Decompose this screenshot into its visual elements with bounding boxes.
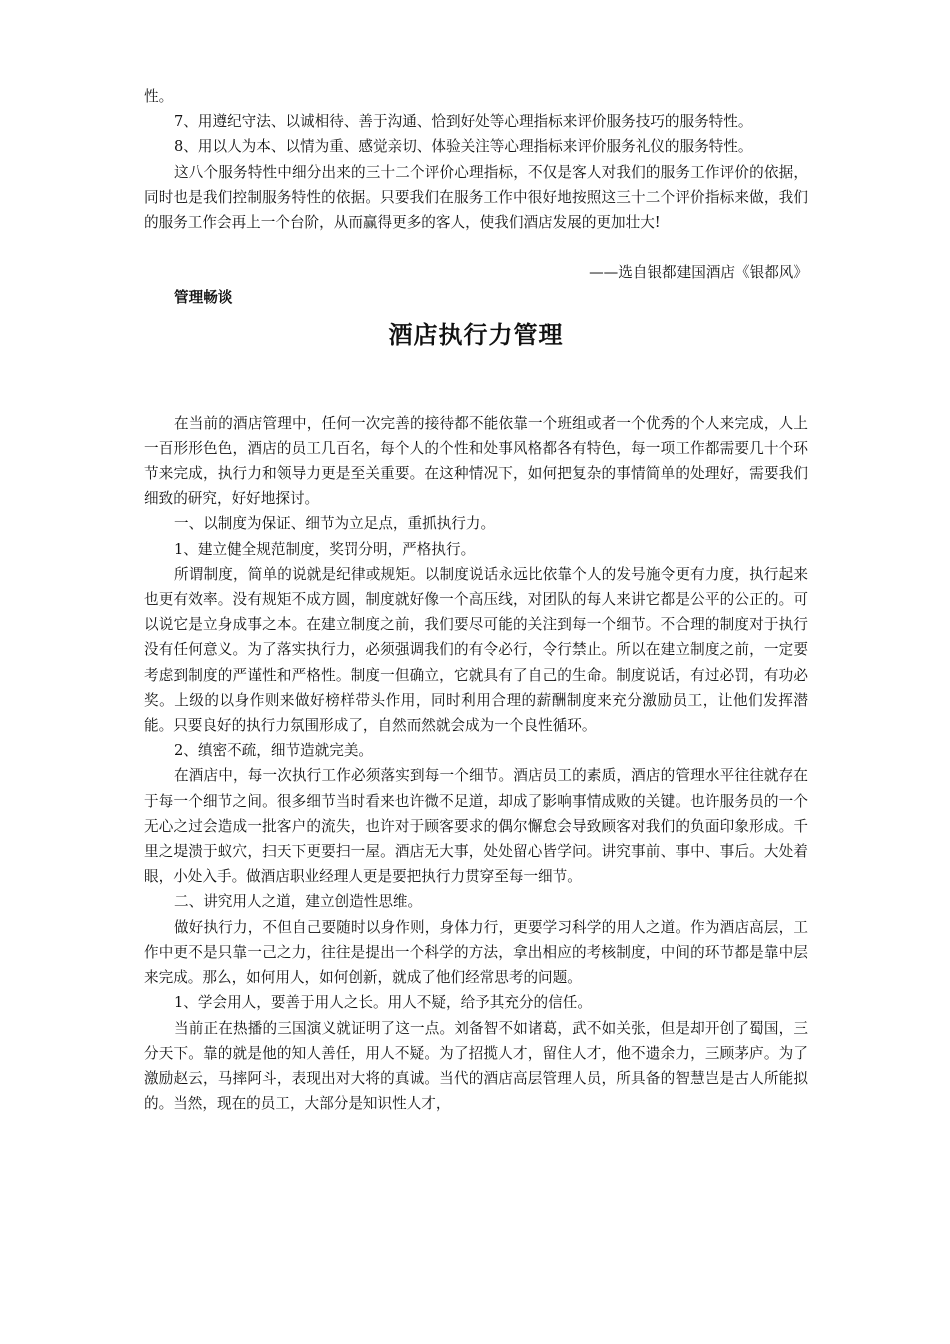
document-page: [144, 84, 808, 1116]
spacer: [144, 355, 808, 411]
article-paragraph: 当前正在热播的三国演义就证明了这一点。刘备智不如诸葛，武不如关张，但是却开创了蜀国，三分天下。靠的就是他的知人善任，用人不疑。为了招揽人才，留住人才，他不遗余力，三顾茅庐。为了激励赵云，马摔阿斗，表现出对大将的真诚。当代的酒店高层管理人员，所具备的智慧岂是古人所能拟的。当然，现在的员工，大部分是知识性人才，: [144, 1019, 808, 1113]
article-paragraph: 做好执行力，不但自己要随时以身作则，身体力行，更要学习科学的用人之道。作为酒店高层，工作中更不是只靠一己之力，往往是提出一个科学的方法，拿出相应的考核制度，中间的环节都是靠中层来完成。那么，如何用人，如何创新，就成了他们经常思考的问题。: [144, 918, 808, 987]
paragraph-item-8: 8、用以人为本、以情为重、感觉亲切、体验关注等心理指标来评价服务礼仪的服务特性。: [174, 138, 753, 156]
article-paragraph: 在酒店中，每一次执行工作必须落实到每一个细节。酒店员工的素质，酒店的管理水平往往就存在于每一个细节之间。很多细节当时看来也许微不足道，却成了影响事情成败的关键。也许服务员的一个无心之过会造成一批客户的流失，也许对于顾客要求的偶尔懈怠会导致顾客对我们的负面印象形成。千里之堤溃于蚁穴，扫天下更要扫一屋。酒店无大事，处处留心皆学问。讲究事前、事中、事后。大处着眼，小处入手。做酒店职业经理人更是要把执行力贯穿至每一细节。: [144, 767, 808, 886]
subsection-heading: 2、缜密不疏，细节造就完美。: [174, 742, 374, 760]
paragraph-summary: 这八个服务特性中细分出来的三十二个评价心理指标，不仅是客人对我们的服务工作评价的依据，同时也是我们控制服务特性的依据。只要我们在服务工作中很好地按照这三十二个评价指标来做，我们的服务工作会再上一个台阶，从而赢得更多的客人，使我们酒店发展的更加壮大!: [144, 163, 808, 232]
source-attribution: ——选自银都建国酒店《银都风》: [589, 264, 808, 282]
paragraph-item-7: 7、用遵纪守法、以诚相待、善于沟通、恰到好处等心理指标来评价服务技巧的服务特性。: [174, 113, 753, 131]
spacer: [144, 235, 808, 260]
subsection-heading: 1、学会用人，要善于用人之长。用人不疑，给予其充分的信任。: [174, 994, 592, 1012]
section-heading: 二、讲究用人之道，建立创造性思维。: [174, 893, 423, 911]
section-heading: 一、以制度为保证、细节为立足点，重抓执行力。: [174, 515, 496, 533]
article-title: 酒店执行力管理: [388, 319, 564, 349]
column-label: 管理畅谈: [174, 289, 233, 307]
article-paragraph: 在当前的酒店管理中，任何一次完善的接待都不能依靠一个班组或者一个优秀的个人来完成，人上一百形形色色，酒店的员工几百名，每个人的个性和处事风格都各有特色，每一项工作都需要几十个环节来完成，执行力和领导力更是至关重要。在这种情况下，如何把复杂的事情简单的处理好，需要我们细致的研究，好好地探讨。: [144, 414, 808, 508]
paragraph-continued: 性。: [144, 88, 174, 105]
article-paragraph: 所谓制度，简单的说就是纪律或规矩。以制度说话永远比依靠个人的发号施令更有力度，执行起来也更有效率。没有规矩不成方圆，制度就好像一个高压线，对团队的每人来讲它都是公平的公正的。可以说它是立身成事之本。在建立制度之前，我们要尽可能的关注到每一个细节。不合理的制度对于执行没有任何意义。为了落实执行力，必须强调我们的有令必行，令行禁止。所以在建立制度之前，一定要考虑到制度的严谨性和严格性。制度一但确立，它就具有了自己的生命。制度说话，有过必罚，有功必奖。上级的以身作则来做好榜样带头作用，同时利用合理的薪酬制度来充分激励员工，让他们发挥潜能。只要良好的执行力氛围形成了，自然而然就会成为一个良性循环。: [144, 565, 808, 735]
subsection-heading: 1、建立健全规范制度，奖罚分明，严格执行。: [174, 540, 476, 558]
